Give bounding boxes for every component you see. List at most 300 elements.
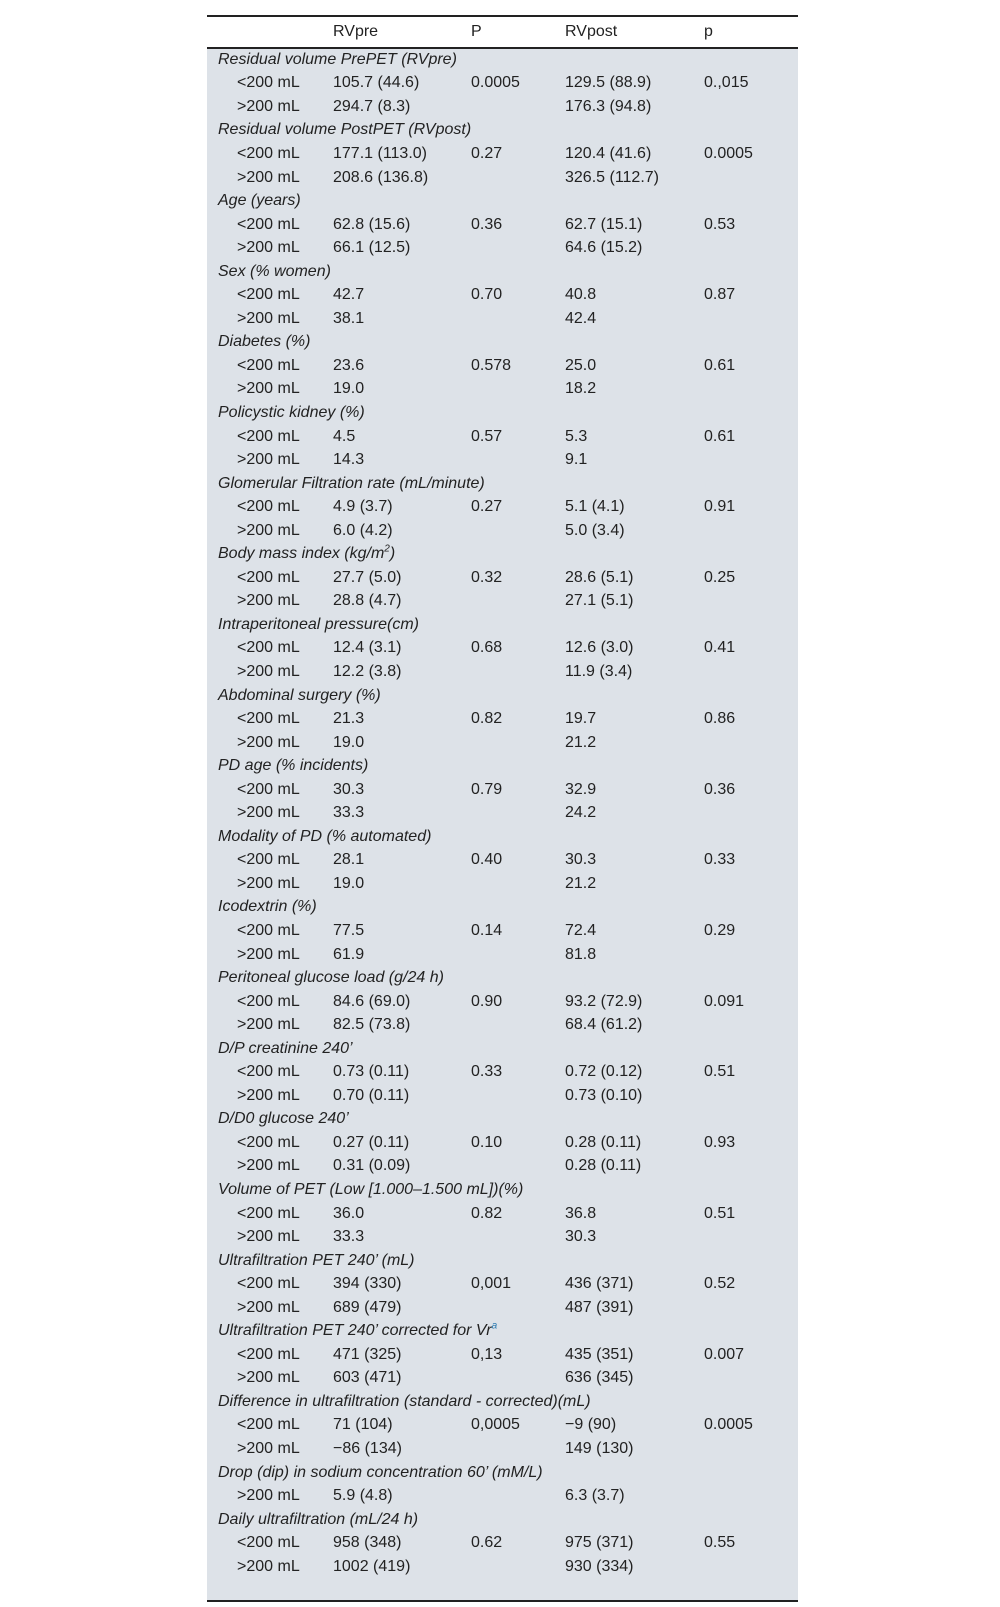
cell-rvpre: 61.9 <box>333 945 365 963</box>
cell-rvpre: 0.73 (0.11) <box>333 1063 410 1081</box>
cell-p-post: 0.91 <box>704 498 736 516</box>
cell-rvpost: 24.2 <box>565 804 597 822</box>
cell-p-pre <box>471 95 565 119</box>
section-title-text: Difference in ultrafiltration (standard - corrected)(mL) <box>218 1392 591 1410</box>
section-row <box>207 966 798 990</box>
cell-p-post: 0.0005 <box>704 144 753 162</box>
cell-rvpost: 18.2 <box>565 380 597 398</box>
section-title-text: PD age (% incidents) <box>218 757 369 775</box>
cell-p-post <box>704 1155 798 1179</box>
section-row <box>207 260 798 284</box>
cell-rvpre: 6.0 (4.2) <box>333 521 393 539</box>
cell-rvpost: 64.6 (15.2) <box>565 239 643 257</box>
section-title <box>207 542 798 566</box>
section-title-text: Body mass index (kg/m <box>218 545 385 563</box>
section-row <box>207 472 798 496</box>
cell-p-post: 0.51 <box>704 1063 736 1081</box>
section-title <box>207 966 798 990</box>
header-rvpost: RVpost <box>565 17 704 48</box>
cell-rvpost: −9 (90) <box>565 1416 617 1434</box>
row-label: <200 mL <box>237 1063 300 1081</box>
cell-p-post <box>704 1484 798 1508</box>
row-label: <200 mL <box>237 639 300 657</box>
cell-p-post <box>704 802 798 826</box>
section-title-text: Policystic kidney (%) <box>218 403 365 421</box>
cell-p-pre <box>471 1013 565 1037</box>
cell-p-pre: 0,13 <box>471 1345 503 1363</box>
cell-p-post: 0.0005 <box>704 1416 753 1434</box>
cell-p-pre <box>471 1296 565 1320</box>
section-title-text: Drop (dip) in sodium concentration 60’ (mM/L) <box>218 1463 543 1481</box>
cell-rvpost: 19.7 <box>565 710 597 728</box>
row-label: >200 mL <box>237 97 300 115</box>
cell-p-pre: 0,001 <box>471 1275 512 1293</box>
section-row <box>207 401 798 425</box>
row-label: <200 mL <box>237 74 300 92</box>
section-title-text: Residual volume PrePET (RVpre) <box>218 51 457 69</box>
table-row <box>207 919 798 943</box>
table-row <box>207 1131 798 1155</box>
section-title-text: Diabetes (%) <box>218 333 311 351</box>
table-row <box>207 872 798 896</box>
cell-rvpre: 471 (325) <box>333 1345 402 1363</box>
cell-p-post: 0.,015 <box>704 74 749 92</box>
section-title-text: Glomerular Filtration rate (mL/minute) <box>218 474 485 492</box>
section-row <box>207 1037 798 1061</box>
table-row <box>207 354 798 378</box>
cell-rvpost: 32.9 <box>565 780 597 798</box>
table-row <box>207 1555 798 1579</box>
section-row <box>207 1108 798 1132</box>
row-label: <200 mL <box>237 992 300 1010</box>
row-label: >200 mL <box>237 1440 300 1458</box>
row-label: >200 mL <box>237 1369 300 1387</box>
cell-rvpost: 0.28 (0.11) <box>565 1157 642 1175</box>
row-label: <200 mL <box>237 710 300 728</box>
table-row <box>207 990 798 1014</box>
cell-p-pre: 0.70 <box>471 286 503 304</box>
cell-rvpre: 5.9 (4.8) <box>333 1487 393 1505</box>
cell-rvpre: 23.6 <box>333 356 365 374</box>
cell-rvpre: 28.1 <box>333 851 365 869</box>
cell-rvpre: 66.1 (12.5) <box>333 239 411 257</box>
cell-p-pre <box>471 236 565 260</box>
row-label: >200 mL <box>237 662 300 680</box>
table-row <box>207 1202 798 1226</box>
row-label: <200 mL <box>237 1204 300 1222</box>
cell-rvpost: 72.4 <box>565 922 597 939</box>
cell-p-pre: 0.578 <box>471 356 512 374</box>
cell-p-post <box>704 307 798 331</box>
cell-rvpre: 958 (348) <box>333 1534 402 1552</box>
table-row <box>207 1061 798 1085</box>
table-row <box>207 566 798 590</box>
cell-p-pre <box>471 1484 565 1508</box>
cell-p-post <box>704 236 798 260</box>
table-row <box>207 1272 798 1296</box>
row-label: <200 mL <box>237 1416 300 1434</box>
cell-p-post <box>704 731 798 755</box>
cell-p-pre: 0.27 <box>471 144 503 162</box>
table-row <box>207 1414 798 1438</box>
cell-rvpost: 12.6 (3.0) <box>565 639 634 657</box>
cell-p-pre: 0.0005 <box>471 74 520 92</box>
cell-p-post: 0.33 <box>704 851 736 869</box>
cell-rvpre: 71 (104) <box>333 1416 393 1434</box>
section-row <box>207 119 798 143</box>
cell-rvpost: 5.0 (3.4) <box>565 521 625 539</box>
section-title <box>207 1320 798 1344</box>
cell-rvpre: 19.0 <box>333 733 365 751</box>
cell-rvpost: 30.3 <box>565 1228 597 1246</box>
cell-p-post: 0.25 <box>704 568 736 586</box>
cell-rvpre: 19.0 <box>333 380 365 398</box>
cell-rvpre: 33.3 <box>333 1228 365 1246</box>
cell-p-post: 0.87 <box>704 286 736 304</box>
cell-rvpre: 689 (479) <box>333 1298 402 1316</box>
cell-p-pre: 0.32 <box>471 568 503 586</box>
section-title-text: Intraperitoneal pressure(cm) <box>218 615 419 633</box>
row-label: >200 mL <box>237 1157 300 1175</box>
cell-rvpost: 0.73 (0.10) <box>565 1086 643 1104</box>
table-row <box>207 637 798 661</box>
cell-rvpre: 0.31 (0.09) <box>333 1157 411 1175</box>
cell-rvpre: 208.6 (136.8) <box>333 168 429 186</box>
cell-rvpost: 6.3 (3.7) <box>565 1487 625 1505</box>
cell-p-post: 0.55 <box>704 1534 736 1552</box>
cell-rvpre: 603 (471) <box>333 1369 402 1387</box>
row-label: <200 mL <box>237 851 300 869</box>
cell-p-pre <box>471 519 565 543</box>
section-title-text: D/D0 glucose 240’ <box>218 1110 349 1128</box>
table-row <box>207 849 798 873</box>
section-row <box>207 1320 798 1344</box>
cell-p-post <box>704 448 798 472</box>
cell-p-pre: 0.79 <box>471 780 503 798</box>
cell-rvpost: 149 (130) <box>565 1440 634 1458</box>
cell-p-post: 0.53 <box>704 215 736 233</box>
cell-rvpost: 930 (334) <box>565 1557 634 1575</box>
table-row <box>207 166 798 190</box>
section-row <box>207 684 798 708</box>
cell-p-post: 0.86 <box>704 710 736 728</box>
row-label: >200 mL <box>237 380 300 398</box>
cell-rvpost: 42.4 <box>565 309 597 327</box>
cell-p-pre: 0.57 <box>471 427 503 445</box>
cell-p-pre: 0.14 <box>471 922 503 939</box>
cell-p-pre <box>471 1367 565 1391</box>
table-row <box>207 519 798 543</box>
header-row <box>207 17 798 48</box>
row-label: <200 mL <box>237 498 300 516</box>
cell-rvpost: 129.5 (88.9) <box>565 74 652 92</box>
cell-p-post: 0.51 <box>704 1204 736 1222</box>
table-row <box>207 1531 798 1555</box>
cell-p-post: 0.36 <box>704 780 736 798</box>
cell-p-pre <box>471 1084 565 1108</box>
section-row <box>207 613 798 637</box>
table-row <box>207 425 798 449</box>
row-label: >200 mL <box>237 1228 300 1246</box>
section-row <box>207 896 798 920</box>
cell-rvpost: 0.72 (0.12) <box>565 1063 643 1081</box>
cell-p-post <box>704 95 798 119</box>
table-row <box>207 1484 798 1508</box>
table-row <box>207 707 798 731</box>
row-label: >200 mL <box>237 1487 300 1505</box>
cell-p-pre: 0.27 <box>471 498 503 516</box>
cell-rvpre: 77.5 <box>333 922 365 939</box>
cell-p-pre: 0.36 <box>471 215 503 233</box>
section-title <box>207 472 798 496</box>
cell-rvpre: 12.2 (3.8) <box>333 662 402 680</box>
cell-rvpre: 294.7 (8.3) <box>333 97 411 115</box>
cell-p-post <box>704 1296 798 1320</box>
section-title <box>207 1390 798 1414</box>
cell-rvpre: 105.7 (44.6) <box>333 74 420 92</box>
cell-rvpre: −86 (134) <box>333 1440 402 1458</box>
section-title <box>207 1249 798 1273</box>
cell-rvpre: 0.27 (0.11) <box>333 1133 410 1151</box>
cell-rvpost: 975 (371) <box>565 1534 634 1552</box>
cell-p-pre <box>471 1555 565 1579</box>
cell-p-post <box>704 519 798 543</box>
table-row <box>207 590 798 614</box>
section-title <box>207 896 798 920</box>
cell-p-pre: 0.90 <box>471 992 503 1010</box>
cell-rvpre: 42.7 <box>333 286 365 304</box>
section-title <box>207 119 798 143</box>
cell-rvpre: 19.0 <box>333 874 365 892</box>
table-row <box>207 142 798 166</box>
cell-p-post: 0.93 <box>704 1133 736 1151</box>
section-title <box>207 260 798 284</box>
cell-rvpost: 25.0 <box>565 356 597 374</box>
section-title-text: Daily ultrafiltration (mL/24 h) <box>218 1510 419 1528</box>
cell-p-pre: 0.82 <box>471 1204 503 1222</box>
cell-rvpre: 27.7 (5.0) <box>333 568 402 586</box>
cell-p-pre: 0.10 <box>471 1133 503 1151</box>
section-row <box>207 1461 798 1485</box>
cell-rvpost: 0.28 (0.11) <box>565 1133 642 1151</box>
cell-p-post <box>704 943 798 967</box>
row-label: <200 mL <box>237 1345 300 1363</box>
cell-rvpre: 28.8 (4.7) <box>333 592 402 610</box>
cell-p-pre <box>471 378 565 402</box>
row-label: >200 mL <box>237 804 300 822</box>
cell-rvpre: 30.3 <box>333 780 365 798</box>
cell-p-post: 0.61 <box>704 356 736 374</box>
table-header <box>207 17 798 48</box>
cell-p-post: 0.007 <box>704 1345 745 1363</box>
row-label: <200 mL <box>237 144 300 162</box>
cell-rvpre: 82.5 (73.8) <box>333 1016 411 1034</box>
section-title-text: Ultrafiltration PET 240’ (mL) <box>218 1251 415 1269</box>
table-row <box>207 660 798 684</box>
cell-p-pre: 0.33 <box>471 1063 503 1081</box>
cell-rvpost: 5.3 <box>565 427 588 445</box>
section-title <box>207 754 798 778</box>
section-title-text: Sex (% women) <box>218 262 331 280</box>
row-label: >200 mL <box>237 874 300 892</box>
table-row <box>207 731 798 755</box>
cell-p-pre <box>471 872 565 896</box>
table-row <box>207 378 798 402</box>
table-row <box>207 1084 798 1108</box>
section-title-text: Icodextrin (%) <box>218 898 317 916</box>
header-rvpre: RVpre <box>333 17 471 48</box>
section-title <box>207 1178 798 1202</box>
section-title <box>207 48 798 72</box>
cell-p-pre <box>471 660 565 684</box>
cell-rvpost: 120.4 (41.6) <box>565 144 652 162</box>
cell-p-pre <box>471 1437 565 1461</box>
cell-rvpre: 177.1 (113.0) <box>333 144 427 162</box>
section-row <box>207 1249 798 1273</box>
header-p-pre: P <box>471 17 565 48</box>
row-label: <200 mL <box>237 1275 300 1293</box>
cell-rvpre: 36.0 <box>333 1204 365 1222</box>
row-label: >200 mL <box>237 451 300 469</box>
cell-rvpre: 38.1 <box>333 309 365 327</box>
table-row <box>207 95 798 119</box>
cell-rvpost: 9.1 <box>565 451 588 469</box>
row-label: >200 mL <box>237 309 300 327</box>
cell-rvpost: 27.1 (5.1) <box>565 592 634 610</box>
cell-rvpre: 0.70 (0.11) <box>333 1086 410 1104</box>
section-title <box>207 189 798 213</box>
header-label <box>207 17 333 48</box>
cell-p-post: 0.52 <box>704 1275 736 1293</box>
row-label: >200 mL <box>237 733 300 751</box>
table-body <box>207 48 798 1579</box>
cell-p-pre <box>471 943 565 967</box>
table-row <box>207 778 798 802</box>
cell-rvpre: 12.4 (3.1) <box>333 639 402 657</box>
table-row <box>207 283 798 307</box>
cell-p-post <box>704 378 798 402</box>
cell-p-pre <box>471 307 565 331</box>
cell-p-post <box>704 1437 798 1461</box>
cell-p-pre <box>471 590 565 614</box>
table-row <box>207 943 798 967</box>
section-row <box>207 1178 798 1202</box>
table-row <box>207 802 798 826</box>
cell-rvpost: 636 (345) <box>565 1369 634 1387</box>
cell-p-post <box>704 1084 798 1108</box>
cell-p-post <box>704 1225 798 1249</box>
section-row <box>207 1390 798 1414</box>
cell-rvpost: 93.2 (72.9) <box>565 992 643 1010</box>
table-row <box>207 307 798 331</box>
section-title <box>207 1508 798 1532</box>
row-label: >200 mL <box>237 945 300 963</box>
row-label: >200 mL <box>237 592 300 610</box>
row-label: >200 mL <box>237 1086 300 1104</box>
cell-rvpre: 1002 (419) <box>333 1557 411 1575</box>
section-row <box>207 48 798 72</box>
cell-rvpost: 21.2 <box>565 874 597 892</box>
row-label: >200 mL <box>237 1016 300 1034</box>
cell-p-pre <box>471 1225 565 1249</box>
section-row <box>207 825 798 849</box>
cell-rvpre: 62.8 (15.6) <box>333 215 411 233</box>
cell-p-pre <box>471 802 565 826</box>
cell-p-post <box>704 872 798 896</box>
cell-p-post <box>704 1367 798 1391</box>
section-title-text: D/P creatinine 240’ <box>218 1039 353 1057</box>
cell-p-pre: 0.68 <box>471 639 503 657</box>
cell-rvpre: 4.5 <box>333 427 356 445</box>
table-row <box>207 495 798 519</box>
data-table-container <box>207 15 798 1602</box>
row-label: <200 mL <box>237 215 300 233</box>
row-label: >200 mL <box>237 168 300 186</box>
table-row <box>207 1225 798 1249</box>
cell-rvpost: 11.9 (3.4) <box>565 662 633 680</box>
row-label: <200 mL <box>237 286 300 304</box>
cell-rvpost: 21.2 <box>565 733 597 751</box>
section-title <box>207 1108 798 1132</box>
row-label: <200 mL <box>237 780 300 798</box>
table-row <box>207 72 798 96</box>
cell-p-post: 0.091 <box>704 992 745 1010</box>
cell-rvpost: 487 (391) <box>565 1298 634 1316</box>
row-label: <200 mL <box>237 1133 300 1151</box>
table-row <box>207 1296 798 1320</box>
header-p-post: p <box>704 17 798 48</box>
section-row <box>207 189 798 213</box>
cell-rvpre: 21.3 <box>333 710 365 728</box>
cell-rvpost: 436 (371) <box>565 1275 634 1293</box>
cell-p-pre <box>471 731 565 755</box>
section-row <box>207 1508 798 1532</box>
section-title-text: Volume of PET (Low [1.000–1.500 mL])(%) <box>218 1181 524 1199</box>
section-title-text: Age (years) <box>218 192 301 210</box>
cell-rvpre: 4.9 (3.7) <box>333 498 393 516</box>
cell-rvpre: 14.3 <box>333 451 365 469</box>
section-title-text: Peritoneal glucose load (g/24 h) <box>218 969 444 987</box>
cell-p-pre <box>471 1155 565 1179</box>
cell-p-post: 0.61 <box>704 427 736 445</box>
cell-p-post <box>704 1555 798 1579</box>
row-label: <200 mL <box>237 568 300 586</box>
table-row <box>207 1155 798 1179</box>
cell-rvpost: 68.4 (61.2) <box>565 1016 643 1034</box>
cell-rvpost: 36.8 <box>565 1204 597 1222</box>
cell-rvpost: 435 (351) <box>565 1345 634 1363</box>
cell-p-pre <box>471 448 565 472</box>
section-title-text: Abdominal surgery (%) <box>218 686 381 704</box>
section-title-text: Ultrafiltration PET 240’ corrected for Vr <box>218 1322 492 1340</box>
cell-rvpre: 394 (330) <box>333 1275 402 1293</box>
cell-p-pre: 0.62 <box>471 1534 503 1552</box>
cell-rvpost: 5.1 (4.1) <box>565 498 625 516</box>
table-row <box>207 213 798 237</box>
cell-rvpost: 62.7 (15.1) <box>565 215 643 233</box>
cell-p-pre: 0,0005 <box>471 1416 520 1434</box>
cell-rvpre: 33.3 <box>333 804 365 822</box>
table-row <box>207 1343 798 1367</box>
cell-rvpost: 40.8 <box>565 286 597 304</box>
section-title-superscript: 2 <box>384 543 390 555</box>
data-table <box>207 17 798 1579</box>
cell-p-post: 0.41 <box>704 639 736 657</box>
section-title <box>207 825 798 849</box>
cell-p-pre: 0.40 <box>471 851 503 869</box>
section-title-superscript: a <box>491 1320 498 1332</box>
cell-p-post <box>704 590 798 614</box>
